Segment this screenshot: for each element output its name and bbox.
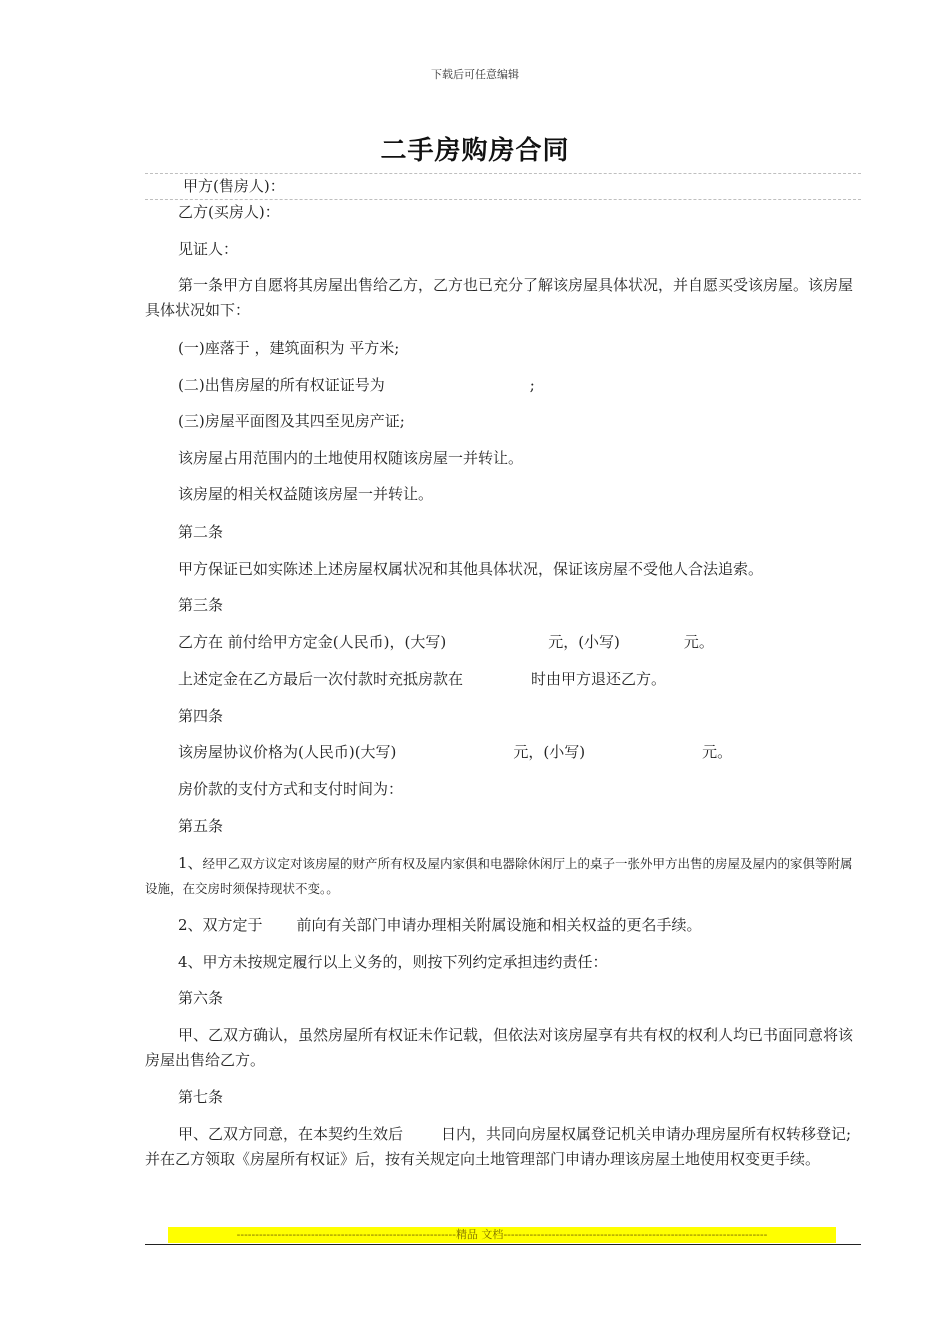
seller-line: 甲方(售房人)： [183, 177, 285, 195]
article3-heading: 第三条 [178, 596, 224, 614]
item2-label: (二)出售房屋的所有权证证号为 [178, 376, 385, 394]
witness-line: 见证人： [178, 240, 239, 258]
article7-rest: 日内，共同向房屋权属登记机关申请办理房屋所有权转移登记;并在乙方领取《房屋所有权证》后，按有关规定向土地管理部门申请办理该房屋土地使用权变更手续。 [145, 1125, 852, 1168]
footer-dashes-right: ----------------------------------------------------------------------- [503, 1228, 768, 1241]
refund-text: 上述定金在乙方最后一次付款时充抵房款在 [178, 670, 464, 688]
buyer-line: 乙方(买房人)： [178, 203, 280, 221]
item1-text: 经甲乙双方议定对该房屋的财产所有权及屋内家俱和电器除休闲厅上的桌子一张外甲方出售的房屋及屋内的家俱等附属设施，在交房时须保持现状不变。。 [145, 856, 853, 896]
refund-end: 时由甲方退还乙方。 [531, 670, 667, 688]
article1-item3: (三)房屋平面图及其四至见房产证; [178, 412, 405, 430]
article1-intro: 第一条甲方自愿将其房屋出售给乙方，乙方也已充分了解该房屋具体状况，并自愿买受该房屋。该房屋具体状况如下： [145, 276, 854, 319]
article6-heading: 第六条 [178, 989, 224, 1007]
item2-start: 2、双方定于 [178, 916, 263, 934]
deposit-text: 乙方在 前付给甲方定金(人民币)，(大写) [178, 633, 447, 651]
article5-heading: 第五条 [178, 817, 224, 835]
article7-heading: 第七条 [178, 1088, 224, 1106]
deposit-end: 元。 [683, 633, 714, 651]
price-text: 该房屋协议价格为(人民币)(大写) [178, 743, 397, 761]
header-note: 下载后可任意编辑 [431, 68, 519, 81]
article1-land: 该房屋占用范围内的土地使用权随该房屋一并转让。 [178, 449, 524, 467]
footer-dashes-left: ----------------------------------------------------------- [236, 1228, 456, 1241]
price-small: 元，(小写) [513, 743, 586, 761]
article7-text [145, 1122, 861, 1172]
article3-deposit [145, 630, 894, 655]
article7-start: 甲、乙双方同意，在本契约生效后 [178, 1125, 404, 1143]
article5-item4: 4、甲方未按规定履行以上义务的，则按下列约定承担违约责任： [178, 953, 608, 971]
item1-number: 1、 [178, 854, 203, 872]
contract-title: 二手房购房合同 [380, 136, 570, 166]
deposit-small: 元，(小写) [548, 633, 620, 651]
article1-item2 [145, 373, 894, 398]
article2-heading: 第二条 [178, 523, 224, 541]
article3-refund [145, 667, 894, 692]
article2-text: 甲方保证已如实陈述上述房屋权属状况和其他具体状况，保证该房屋不受他人合法追索。 [178, 560, 764, 578]
article1-item1: (一)座落于 ，建筑面积为 平方米; [178, 339, 400, 357]
article5-item2 [145, 913, 894, 938]
article4-heading: 第四条 [178, 707, 224, 725]
footer-watermark [168, 1227, 836, 1243]
article1-rights: 该房屋的相关权益随该房屋一并转让。 [178, 485, 434, 503]
article4-price [145, 740, 894, 765]
footer-label: 精品 文档 [455, 1228, 504, 1241]
item2-rest: 前向有关部门申请办理相关附属设施和相关权益的更名手续。 [296, 916, 702, 934]
article6-text: 甲、乙双方确认，虽然房屋所有权证未作记载，但依法对该房屋享有共有权的权利人均已书面同意将该房屋出售给乙方。 [145, 1026, 854, 1069]
price-end: 元。 [702, 743, 733, 761]
item2-end: ; [529, 376, 535, 394]
article5-item1 [145, 851, 861, 901]
footer-rule [145, 1244, 861, 1245]
article4-payment: 房价款的支付方式和支付时间为： [178, 780, 404, 798]
